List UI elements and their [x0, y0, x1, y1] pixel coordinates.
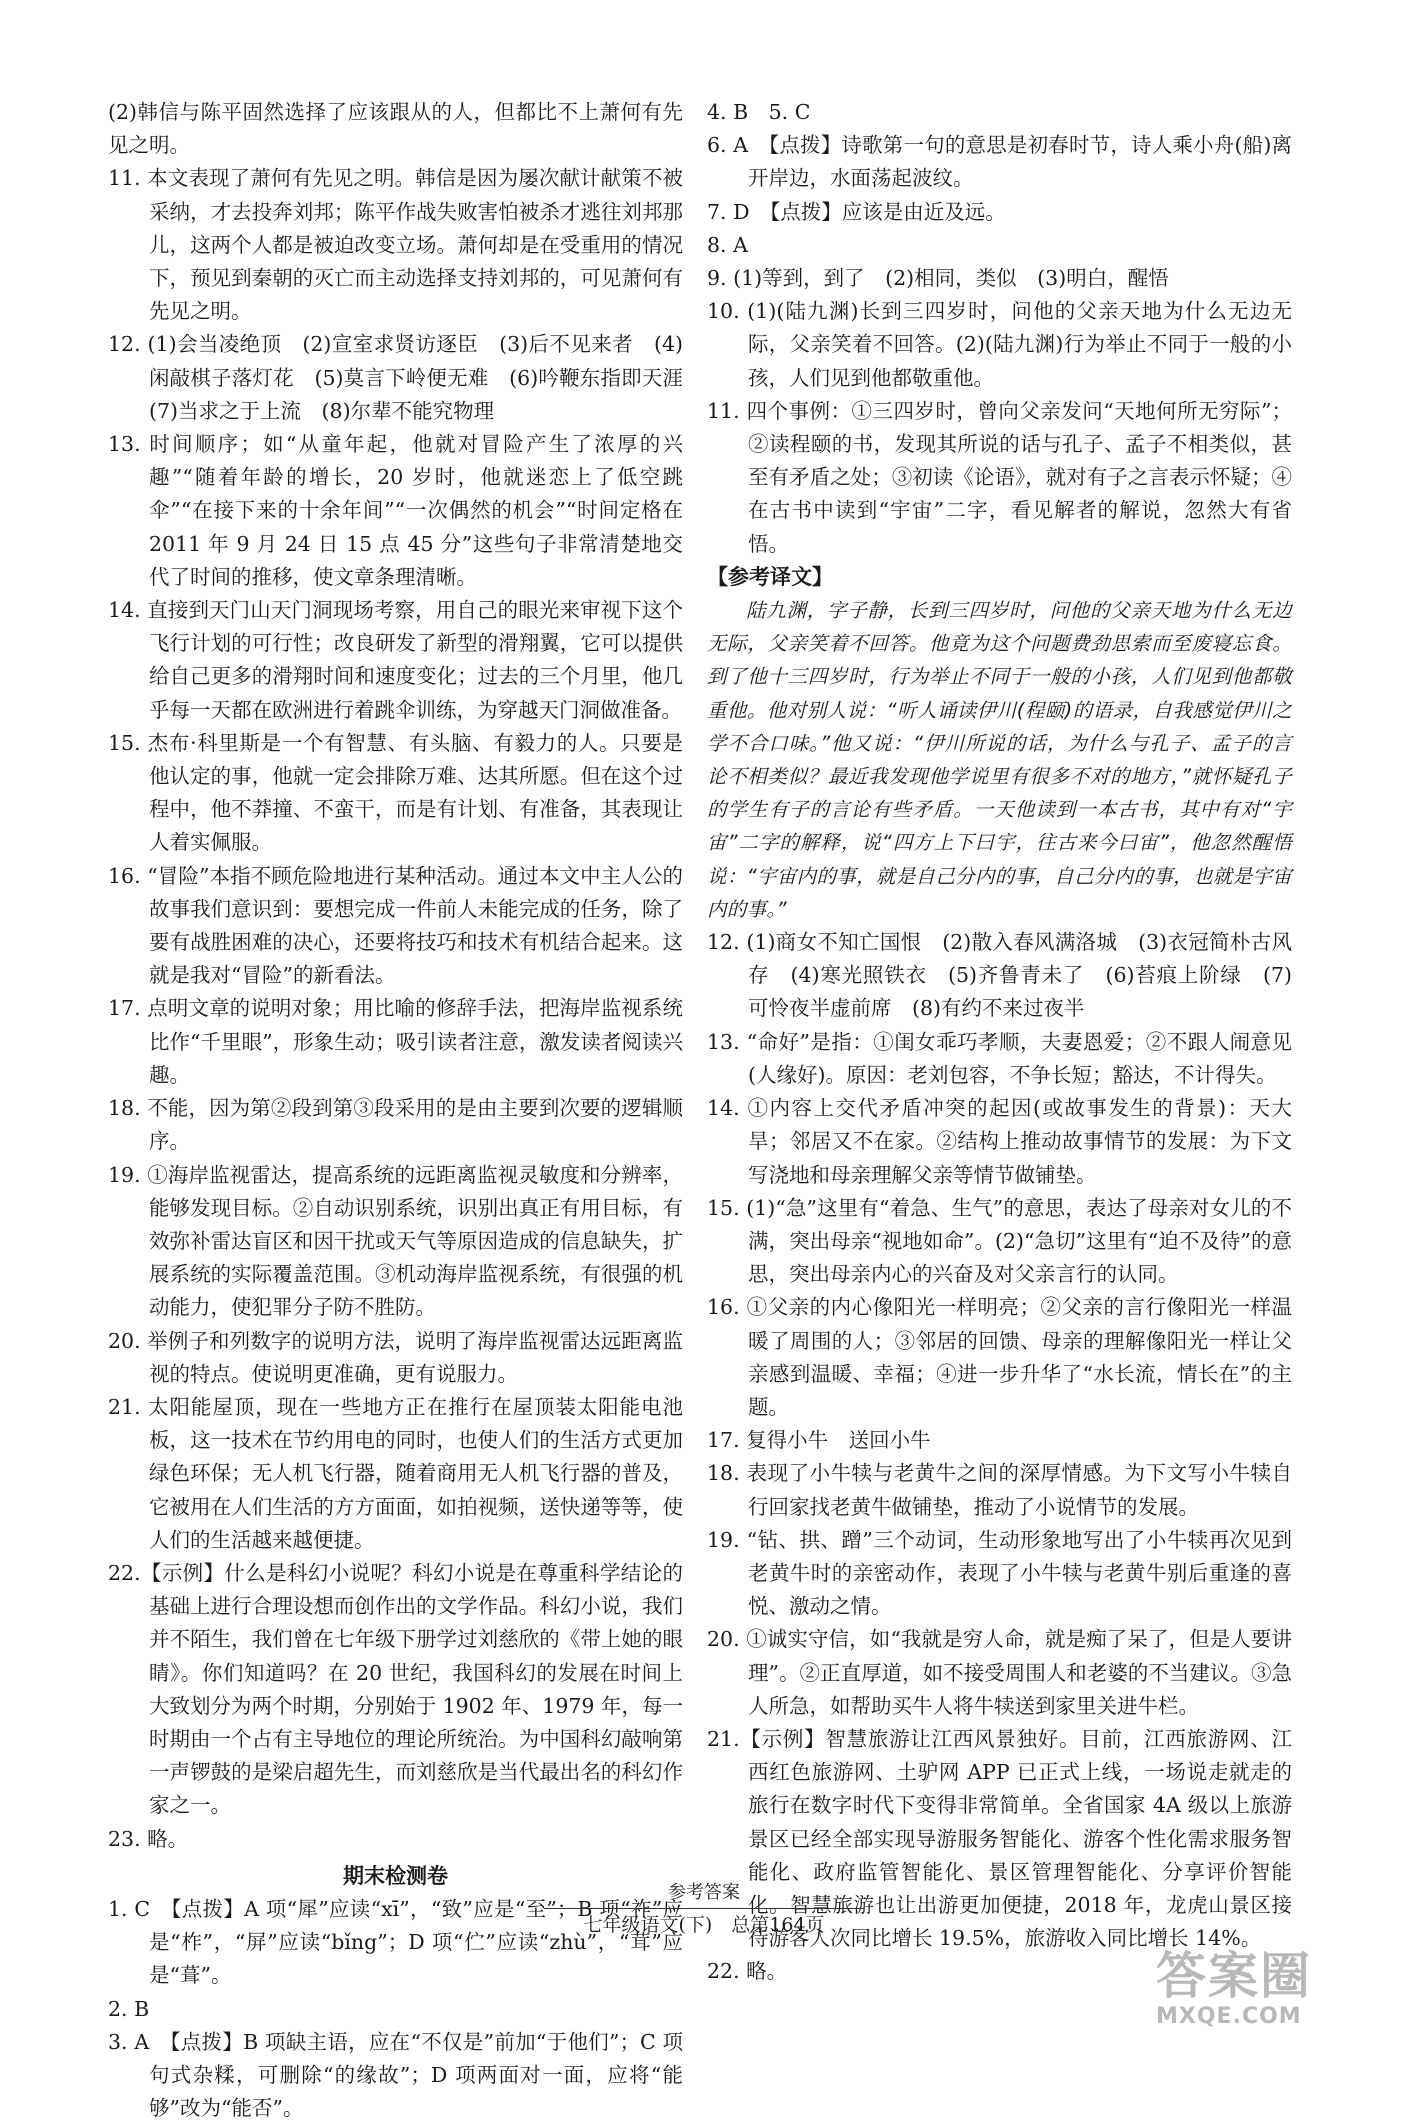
answer-item: 16. “冒险”本指不顾危险地进行某种活动。通过本文中主人公的故事我们意识到：要想完成一件前人未能完成的任务，除了要有战胜困难的决心，还要将技巧和技术有机结合起来。这就是我对“冒险”的新看法。 [108, 863, 683, 988]
watermark-logo [1156, 1947, 1386, 2037]
answer-item: 10. (1)(陆九渊)长到三四岁时，问他的父亲天地为什么无边无际，父亲笑着不回答。(2)(陆九渊)行为举止不同于一般的小孩，人们见到他都敬重他。 [707, 299, 1292, 390]
answer-item: 21.【示例】智慧旅游让江西风景独好。目前，江西旅游网、江西红色旅游网、土驴网 APP 已正式上线，一场说走就走的旅行在数字时代下变得非常简单。全省国家 4A 级以上旅游景区已经全部实现导游服务智能化、游客个性化需求服务智能化、政府监管智能化、景区管理智能化、分享评价智能化。智慧旅游也让出游更加便捷，2018 年，龙虎山景区接待游客人次同比增长 19.5%，旅游收入同比增长 14%。 [707, 1726, 1292, 1951]
watermark-logo-text: 答案圈 [1156, 1947, 1312, 2005]
answer-item: 19. ①海岸监视雷达，提高系统的远距离监视灵敏度和分辨率，能够发现目标。②自动识别系统，识别出真正有用目标，有效弥补雷达盲区和因干扰或天气等原因造成的信息缺失，扩展系统的实际覆盖范围。③机动海岸监视系统，有很强的机动能力，使犯罪分子防不胜防。 [108, 1162, 683, 1320]
answer-item: 17. 复得小牛 送回小牛 [707, 1428, 931, 1453]
answer-item: 21. 太阳能屋顶，现在一些地方正在推行在屋顶装太阳能电池板，这一技术在节约用电的同时，也使人们的生活方式更加绿色环保；无人机飞行器，随着商用无人机飞行器的普及，它被用在人们生活的方方面面，如拍视频，送快递等等，使人们的生活越来越便捷。 [108, 1394, 683, 1552]
answer-item: 9. (1)等到，到了 (2)相同，类似 (3)明白，醒悟 [707, 266, 1169, 291]
answer-item: 13. “命好”是指：①闺女乖巧孝顺，夫妻恩爱；②不跟人闹意见(人缘好)。原因：老刘包容，不争长短；豁达，不计得失。 [707, 1029, 1292, 1087]
answer-item: 20. 举例子和列数字的说明方法，说明了海岸监视雷达远距离监视的特点。使说明更准确，更有说服力。 [108, 1328, 683, 1386]
answer-item: 18. 表现了小牛犊与老黄牛之间的深厚情感。为下文写小牛犊自行回家找老黄牛做铺垫，推动了小说情节的发展。 [707, 1461, 1292, 1519]
answer-item: 11. 四个事例：①三四岁时，曾向父亲发问“天地何所无穷际”；②读程颐的书，发现其所说的话与孔子、孟子不相类似，甚至有矛盾之处；③初读《论语》，就对有子之言表示怀疑；④在古书中读到“宇宙”二字，看见解者的解说，忽然大有省悟。 [707, 398, 1292, 556]
page-footer [0, 1880, 1408, 1939]
right-column [707, 96, 1292, 1989]
answer-item: 20. ①诚实守信，如“我就是穷人命，就是痴了呆了，但是人要讲理”。②正直厚道，如不接受周围人和老婆的不当建议。③急人所急，如帮助买牛人将牛犊送到家里关进牛栏。 [707, 1627, 1292, 1718]
answer-item: 2. B [108, 1996, 150, 2021]
answer-continuation: (2)韩信与陈平固然选择了应该跟从的人，但都比不上萧何有先见之明。 [108, 100, 683, 158]
answer-item: 19. “钻、拱、蹭”三个动词，生动形象地写出了小牛犊再次见到老黄牛时的亲密动作，表现了小牛犊与老黄牛别后重逢的喜悦、激动之情。 [707, 1527, 1292, 1619]
footer-page-info: 七年级语文(下) 总第164页 [583, 1914, 825, 1936]
answer-item: 22. 略。 [707, 1959, 788, 1984]
answer-item: 18. 不能，因为第②段到第③段采用的是由主要到次要的逻辑顺序。 [108, 1096, 683, 1154]
answer-item: 12. (1)商女不知亡国恨 (2)散入春风满洛城 (3)衣冠简朴古风存 (4)寒光照铁衣 (5)齐鲁青未了 (6)苔痕上阶绿 (7)可怜夜半虚前席 (8)有约不来过夜半 [707, 930, 1292, 1021]
watermark-url: MXQE.COM [1156, 2004, 1302, 2029]
answer-item: 15. 杰布·科里斯是一个有智慧、有头脑、有毅力的人。只要是他认定的事，他就一定会排除万难、达其所愿。但在这个过程中，他不莽撞、不蛮干，而是有计划、有准备，其表现让人着实佩服。 [108, 730, 683, 855]
answer-item: 13. 时间顺序；如“从童年起，他就对冒险产生了浓厚的兴趣”“随着年龄的增长，20 岁时，他就迷恋上了低空跳伞”“在接下来的十余年间”“一次偶然的机会”“时间定格在 2011 年 9 月 24 日 15 点 45 分”这些句子非常清楚地交代了时间的推移，使文章条理清晰。 [108, 432, 683, 589]
answer-item: 15. (1)“急”这里有“着急、生气”的意思，表达了母亲对女儿的不满，突出母亲“视地如命”。(2)“急切”这里有“迫不及待”的意思，突出母亲内心的兴奋及对父亲言行的认同。 [707, 1195, 1292, 1287]
section-heading: 期末检测卷 [343, 1863, 448, 1888]
answer-item: 23. 略。 [108, 1826, 189, 1851]
answer-item: 6. A 【点拨】诗歌第一句的意思是初春时节，诗人乘小舟(船)离开岸边，水面荡起波纹。 [707, 133, 1292, 191]
footer-divider [544, 1908, 864, 1909]
answer-item: 1. C 【点拨】A 项“犀”应读“xī”，“致”应是“至”；B 项“祚”应是“柞”，“屏”应读“bǐng”；D 项“伫”应读“zhù”，“茸”应是“葺”。 [108, 1896, 683, 1988]
answer-item: 8. A [707, 232, 748, 257]
answer-item: 12. (1)会当凌绝顶 (2)宣室求贤访逐臣 (3)后不见来者 (4)闲敲棋子落灯花 (5)莫言下岭便无难 (6)吟鞭东指即天涯 (7)当求之于上流 (8)尔辈不能究物理 [108, 332, 704, 423]
answer-item: 4. B 5. C [707, 100, 811, 124]
footer-section-title: 参考答案 [668, 1882, 740, 1903]
answer-item: 14. ①内容上交代矛盾冲突的起因(或故事发生的背景)：天大旱；邻居又不在家。②结构上推动故事情节的发展：为下文写浇地和母亲理解父亲等情节做铺垫。 [707, 1096, 1292, 1187]
answer-item: 3. A 【点拨】B 项缺主语，应在“不仅是”前加“于他们”；C 项句式杂糅，可删除“的缘故”；D 项两面对一面，应将“能够”改为“能否”。 [108, 2029, 683, 2121]
section-heading: 【参考译文】 [707, 564, 833, 589]
answer-item: 17. 点明文章的说明对象；用比喻的修辞手法，把海岸监视系统比作“千里眼”，形象生动；吸引读者注意，激发读者阅读兴趣。 [108, 996, 683, 1087]
translation-text: 陆九渊，字子静，长到三四岁时，问他的父亲天地为什么无边无际，父亲笑着不回答。他竟为这个问题费劲思索而至废寝忘食。到了他十三四岁时，行为举止不同于一般的小孩，人们见到他都敬重他。他对别人说：“听人诵读伊川(程颐)的语录，自我感觉伊川之学不合口味。”他又说：“伊川所说的话，为什么与孔子、孟子的言论不相类似？最近我发现他学说里有很多不对的地方，”就怀疑孔子的学生有子的言论有些矛盾。一天他读到一本古书，其中有对“宇宙”二字的解释，说“四方上下曰宇，往古来今曰宙”，他忽然醒悟说：“宇宙内的事，就是自己分内的事，自己分内的事，也就是宇宙内的事。” [707, 599, 1292, 921]
answer-item: 16. ①父亲的内心像阳光一样明亮；②父亲的言行像阳光一样温暖了周围的人；③邻居的回馈、母亲的理解像阳光一样让父亲感到温暖、幸福；④进一步升华了“水长流，情长在”的主题。 [707, 1295, 1292, 1419]
answer-item: 11. 本文表现了萧何有先见之明。韩信是因为屡次献计献策不被采纳，才去投奔刘邦；陈平作战失败害怕被杀才逃往刘邦那儿，这两个人都是被迫改变立场。萧何却是在受重用的情况下，预见到秦朝的灭亡而主动选择支持刘邦的，可见萧何有先见之明。 [108, 166, 683, 324]
answer-item: 14. 直接到天门山天门洞现场考察，用自己的眼光来审视下这个飞行计划的可行性；改良研发了新型的滑翔翼，它可以提供给自己更多的滑翔时间和速度变化；过去的三个月里，他几乎每一天都在欧洲进行着跳伞训练，为穿越天门洞做准备。 [108, 598, 683, 722]
answer-item: 7. D 【点拨】应该是由近及远。 [707, 199, 1006, 224]
answer-item: 22.【示例】什么是科幻小说呢？科幻小说是在尊重科学结论的基础上进行合理设想而创作出的文学作品。科幻小说，我们并不陌生，我们曾在七年级下册学过刘慈欣的《带上她的眼睛》。你们知道吗？在 20 世纪，我国科幻的发展在时间上大致划分为两个时期，分别始于 1902 年、1979 年，每一时期由一个占有主导地位的理论所统治。为中国科幻敲响第一声锣鼓的是梁启超先生，而刘慈欣是当代最出名的科幻作家之一。 [108, 1560, 683, 1818]
